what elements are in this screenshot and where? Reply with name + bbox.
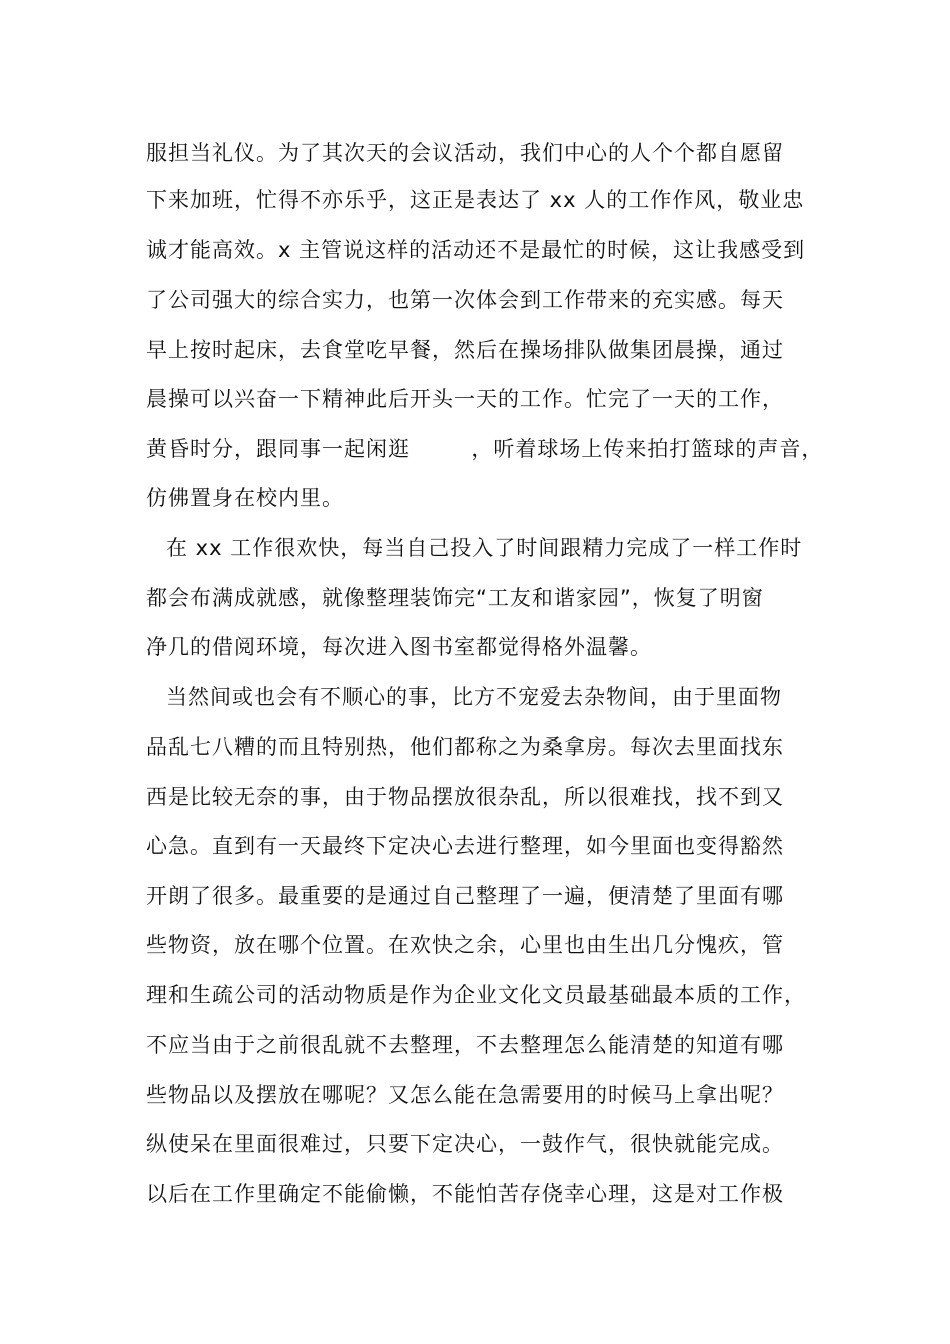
text-line: 了公司强大的综合实力，也第一次体会到工作带来的充实感。每天 (146, 288, 784, 312)
text-line: 诚才能高效。x 主管说这样的活动还不是最忙的时候，这让我感受到 (146, 238, 806, 262)
paragraph-start-line: 在 xx 工作很欢快，每当自己投入了时间跟精力完成了一样工作时 (166, 536, 803, 560)
text-line: 下来加班，忙得不亦乐乎，这正是表达了 xx 人的工作作风，敬业忠 (146, 188, 805, 212)
text-line: 开朗了很多。最重要的是通过自己整理了一遍，便清楚了里面有哪 (146, 884, 784, 908)
text-line: 仿佛置身在校内里。 (146, 486, 344, 510)
text-line: 品乱七八糟的而且特别热，他们都称之为桑拿房。每次去里面找东 (146, 735, 784, 759)
text-line: 都会布满成就感，就像整理装饰完“工友和谐家园”，恢复了明窗 (146, 586, 764, 610)
text-line: 净几的借阅环境，每次进入图书室都觉得格外温馨。 (146, 635, 652, 659)
text-line: 理和生疏公司的活动物质是作为企业文化文员最基础最本质的工作， (146, 983, 806, 1007)
text-line: 心急。直到有一天最终下定决心去进行整理，如今里面也变得豁然 (146, 834, 784, 858)
text-line: 早上按时起床，去食堂吃早餐，然后在操场排队做集团晨操，通过 (146, 338, 784, 362)
text-line: 些物品以及摆放在哪呢？又怎么能在急需要用的时候马上拿出呢？ (146, 1083, 784, 1107)
text-line: 服担当礼仪。为了其次天的会议活动，我们中心的人个个都自愿留 (146, 141, 784, 165)
text-line: 纵使呆在里面很难过，只要下定决心，一鼓作气，很快就能完成。 (146, 1132, 784, 1156)
text-line: 西是比较无奈的事，由于物品摆放很杂乱，所以很难找，找不到又 (146, 785, 784, 809)
text-line: 不应当由于之前很乱就不去整理，不去整理怎么能清楚的知道有哪 (146, 1033, 784, 1057)
text-line: 黄昏时分，跟同事一起闲逛 ，听着球场上传来拍打篮球的声音， (146, 437, 824, 461)
text-line: 以后在工作里确定不能偷懒，不能怕苦存侥幸心理，这是对工作极 (146, 1182, 784, 1206)
text-line: 些物资，放在哪个位置。在欢快之余，心里也由生出几分愧疚，管 (146, 933, 784, 957)
text-line: 晨操可以兴奋一下精神此后开头一天的工作。忙完了一天的工作， (146, 387, 784, 411)
paragraph-start-line: 当然间或也会有不顺心的事，比方不宠爱去杂物间，由于里面物 (166, 685, 782, 709)
